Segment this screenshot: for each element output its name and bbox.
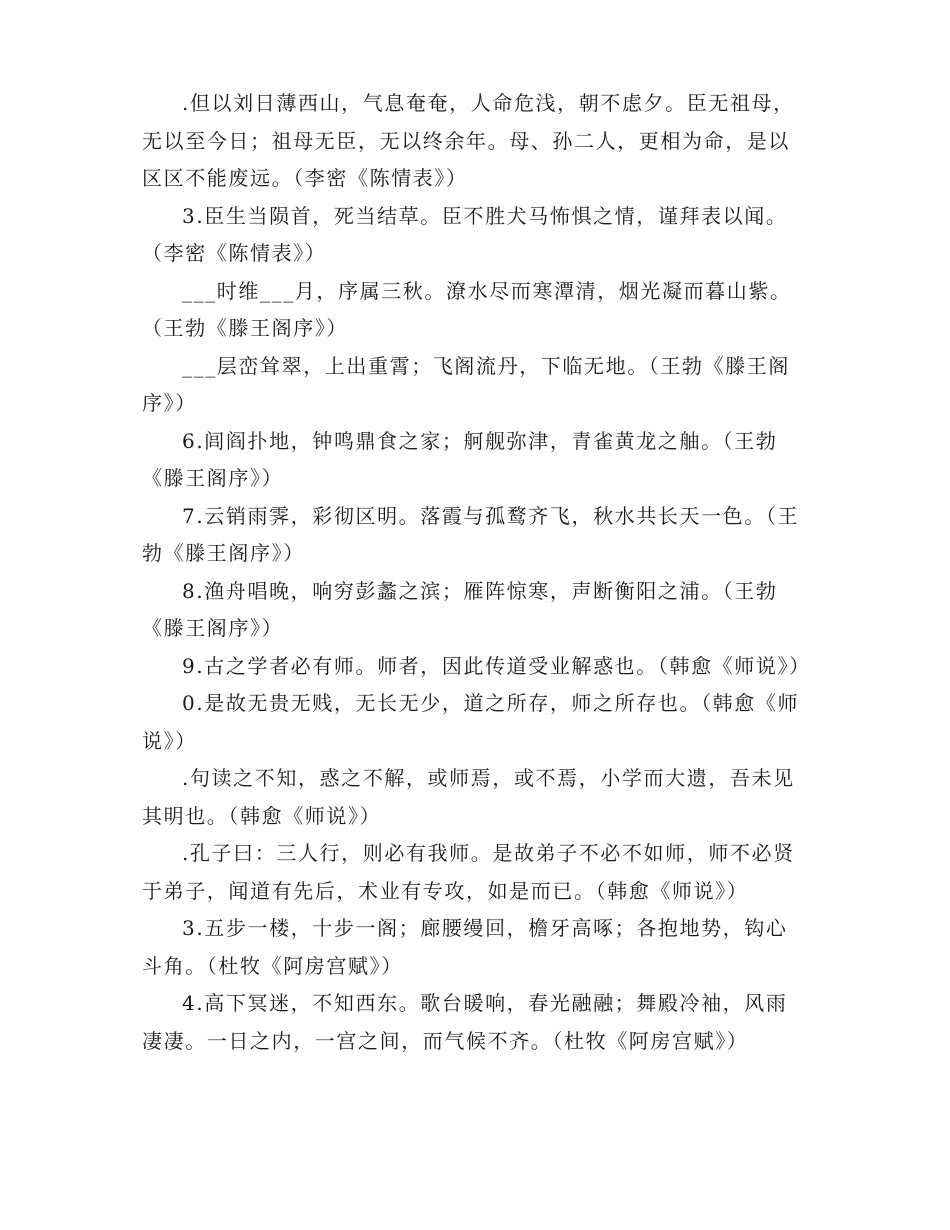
paragraph-11: .孔子曰：三人行，则必有我师。是故弟子不必不如师，师不必贤于弟子，闻道有先后，术业有专攻，如是而已。（韩愈《师说》） bbox=[142, 841, 795, 903]
paragraph-13: 4.高下冥迷，不知西东。歌台暖响，春光融融；舞殿冷袖，风雨凄凄。一日之内，一宫之间，而气候不齐。（杜牧《阿房宫赋》） bbox=[142, 991, 788, 1053]
paragraph-8: 9.古之学者必有师。师者，因此传道受业解惑也。（韩愈《师说》） bbox=[182, 653, 811, 678]
paragraph-12: 3.五步一楼，十步一阁；廊腰缦回，檐牙高啄；各抱地势，钩心斗角。（杜牧《阿房宫赋》） bbox=[142, 916, 788, 978]
paragraph-1: .但以刘日薄西山，气息奄奄，人命危浅，朝不虑夕。臣无祖母，无以至今日；祖母无臣，无以终余年。母、孙二人，更相为命，是以区区不能废远。（李密《陈情表》） bbox=[142, 91, 795, 190]
paragraph-9: 0.是故无贵无贱，无长无少，道之所存，师之所存也。（韩愈《师说》） bbox=[142, 691, 800, 753]
paragraph-7: 8.渔舟唱晚，响穷彭蠡之滨；雁阵惊寒，声断衡阳之浦。（王勃《滕王阁序》） bbox=[142, 578, 778, 640]
paragraph-10: .句读之不知，惑之不解，或师焉，或不焉，小学而大遗，吾未见其明也。（韩愈《师说》） bbox=[142, 766, 795, 828]
paragraph-5: 6.闾阎扑地，钟鸣鼎食之家；舸舰弥津，青雀黄龙之舳。（王勃《滕王阁序》） bbox=[142, 428, 778, 490]
paragraph-2: 3.臣生当陨首，死当结草。臣不胜犬马怖惧之情，谨拜表以闻。（李密《陈情表》） bbox=[142, 203, 788, 265]
document-body bbox=[142, 85, 811, 1060]
paragraph-3: ___时维___月，序属三秋。潦水尽而寒潭清，烟光凝而暮山紫。（王勃《滕王阁序》） bbox=[142, 278, 792, 340]
paragraph-4: ___层峦耸翠，上出重霄；飞阁流丹，下临无地。（王勃《滕王阁序》） bbox=[142, 353, 790, 415]
paragraph-6: 7.云销雨霁，彩彻区明。落霞与孤鹜齐飞，秋水共长天一色。（王勃《滕王阁序》） bbox=[142, 503, 800, 565]
